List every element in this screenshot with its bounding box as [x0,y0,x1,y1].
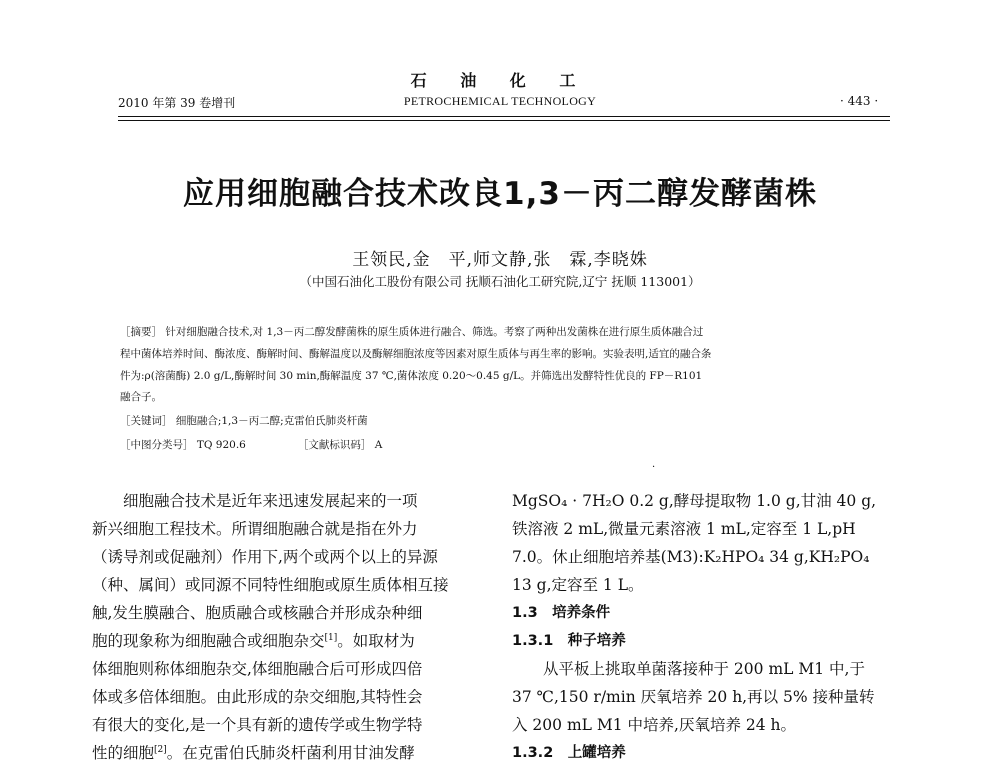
author-list: 王领民,金 平,师文静,张 霖,李晓姝 [352,250,648,270]
body-line: 触,发生膜融合、胞质融合或核融合并形成杂种细 [92,604,423,622]
body-line: 从平板上挑取单菌落接种于 200 mL M1 中,于 [512,660,865,678]
keywords: ［关键词］ 细胞融合;1,3－丙二醇;克雷伯氏肺炎杆菌 [120,415,368,427]
affiliation: （中国石油化工股份有限公司 抚顺石油化工研究院,辽宁 抚顺 113001） [299,274,701,289]
abstract-line: 程中菌体培养时间、酶浓度、酶解时间、酶解温度以及酶解细胞浓度等因素对原生质体与再生率的影响。实验表明,适宜的融合条 [120,348,712,360]
abstract-line: 融合子。 [120,391,162,403]
paper-title: 应用细胞融合技术改良1,3－丙二醇发酵菌株 [183,176,817,212]
body-line: 37 ℃,150 r/min 厌氧培养 20 h,再以 5% 接种量转 [512,688,875,706]
body-line: 有很大的变化,是一个具有新的遗传学或生物学特 [92,716,423,734]
document-code: ［文献标识码］ A [297,439,383,451]
body-line: 13 g,定容至 1 L。 [512,576,644,594]
body-text: 胞的现象称为细胞融合或细胞杂交 [92,632,325,650]
body-text: 性的细胞 [92,744,155,762]
header-rule-thin [118,120,890,121]
body-line: 铁溶液 2 mL,微量元素溶液 1 mL,定容至 1 L,pH [512,520,856,538]
page-number: · 443 · [840,94,879,108]
header-rule [118,116,890,117]
body-line: 新兴细胞工程技术。所谓细胞融合就是指在外力 [92,520,418,538]
body-line: MgSO₄ · 7H₂O 0.2 g,酵母提取物 1.0 g,甘油 40 g, [512,492,877,510]
issue-label: 2010 年第 39 卷增刊 [118,96,236,110]
body-line: 入 200 mL M1 中培养,厌氧培养 24 h。 [512,716,797,734]
body-line: 细胞融合技术是近年来迅速发展起来的一项 [92,492,418,510]
subsection-heading: 1.3.2 上罐培养 [512,745,626,761]
section-heading: 1.3 培养条件 [512,605,611,621]
body-text: 。在克雷伯氏肺炎杆菌利用甘油发酵 [166,744,415,762]
abstract-line: ［摘要］ 针对细胞融合技术,对 1,3－丙二醇发酵菌株的原生质体进行融合、筛选。考察了两种出发菌株在进行原生质体融合过 [120,326,704,338]
separator-dot: · [652,462,656,473]
subsection-heading: 1.3.1 种子培养 [512,633,626,649]
body-line: 体或多倍体细胞。由此形成的杂交细胞,其特性会 [92,688,423,706]
classification-row [120,437,382,452]
body-text: 。如取材为 [337,632,415,650]
citation-ref: [1] [324,632,338,643]
journal-title-cn: 石 油 化 工 [410,71,590,90]
body-line: （诱导剂或促融剂）作用下,两个或两个以上的异源 [92,548,438,566]
body-line: 体细胞则称体细胞杂交,体细胞融合后可形成四倍 [92,660,423,678]
journal-title-en: PETROCHEMICAL TECHNOLOGY [403,94,597,108]
body-line: （种、属间）或同源不同特性细胞或原生质体相互接 [92,576,449,594]
body-line [92,629,482,651]
citation-ref: [2] [154,744,167,755]
body-line: 7.0。休止细胞培养基(M3):K₂HPO₄ 34 g,KH₂PO₄ [512,548,870,566]
classification-code: ［中图分类号］ TQ 920.6 [120,439,246,451]
abstract-line: 件为:ρ(溶菌酶) 2.0 g/L,酶解时间 30 min,酶解温度 37 ℃,菌体浓度 0.20～0.45 g/L。并筛选出发酵特性优良的 FP－R101 [120,370,703,382]
